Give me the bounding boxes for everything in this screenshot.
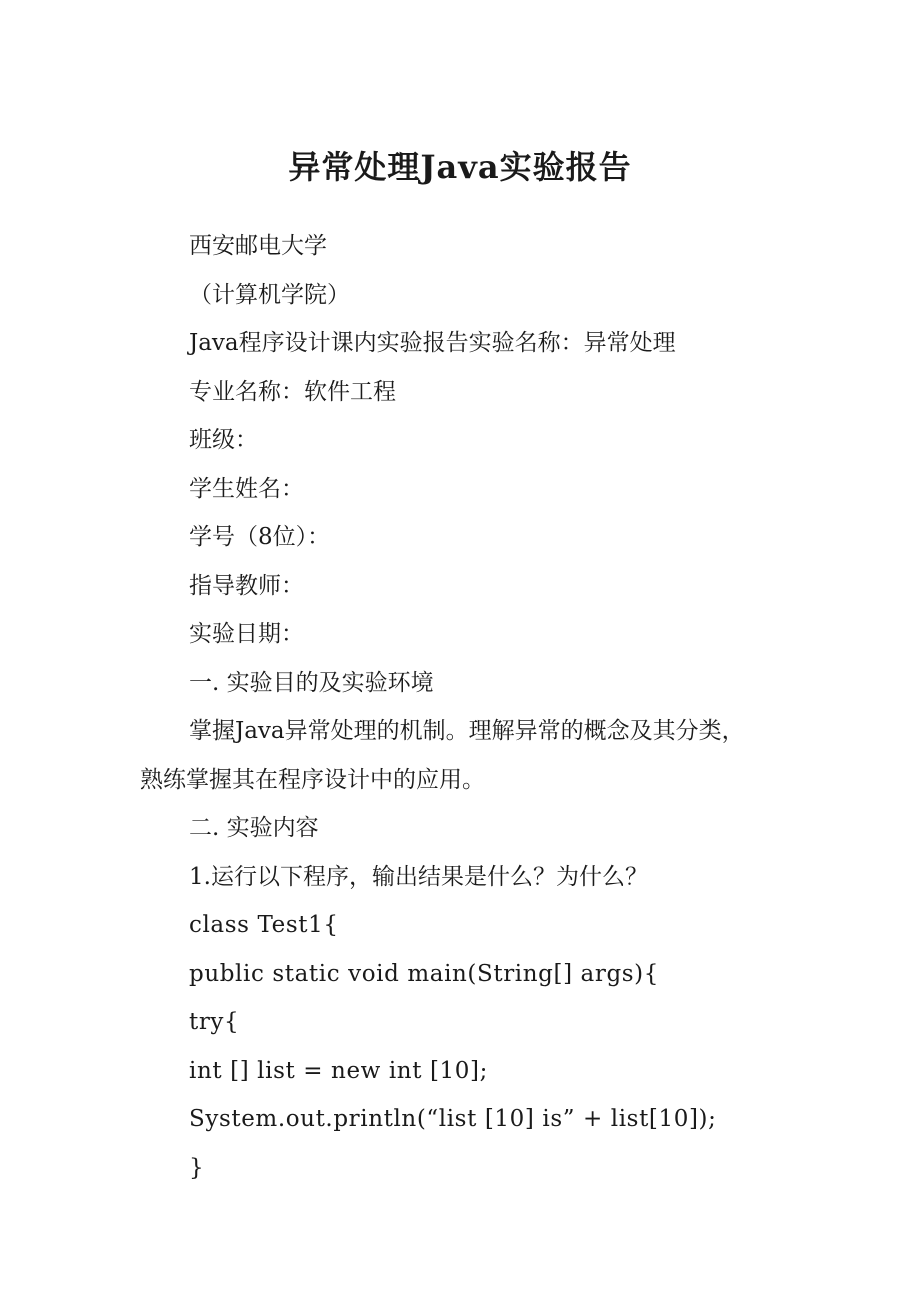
code-line: System.out.println(“list [10] is” + list[10]); [189, 1106, 717, 1132]
code-line: try{ [189, 1009, 240, 1035]
document-title: 异常处理Java实验报告 [288, 148, 632, 186]
date-field: 实验日期： [189, 621, 304, 647]
code-line: class Test1{ [189, 912, 339, 938]
instructor-field: 指导教师： [189, 572, 304, 599]
document-body [140, 222, 820, 1192]
class-field: 班级： [189, 427, 258, 453]
code-line: int [] list = new int [10]; [189, 1057, 488, 1084]
student-id-field: 学号（8位）： [189, 524, 331, 550]
major-field: 专业名称：软件工程 [189, 378, 396, 405]
question-1: 1.运行以下程序，输出结果是什么？为什么？ [189, 863, 648, 890]
student-name-field: 学生姓名： [189, 475, 304, 502]
code-line: } [189, 1154, 205, 1181]
code-line: public static void main(String[] args){ [189, 960, 659, 987]
college-name: （计算机学院） [189, 281, 350, 308]
section-heading-1: 一. 实验目的及实验环境 [189, 669, 434, 696]
paragraph-line: 掌握Java异常处理的机制。理解异常的概念及其分类， [189, 718, 745, 744]
report-heading: Java程序设计课内实验报告实验名称：异常处理 [189, 330, 676, 356]
section-heading-2: 二. 实验内容 [189, 815, 319, 841]
university-name: 西安邮电大学 [189, 233, 327, 259]
paragraph-line: 熟练掌握其在程序设计中的应用。 [140, 766, 485, 793]
